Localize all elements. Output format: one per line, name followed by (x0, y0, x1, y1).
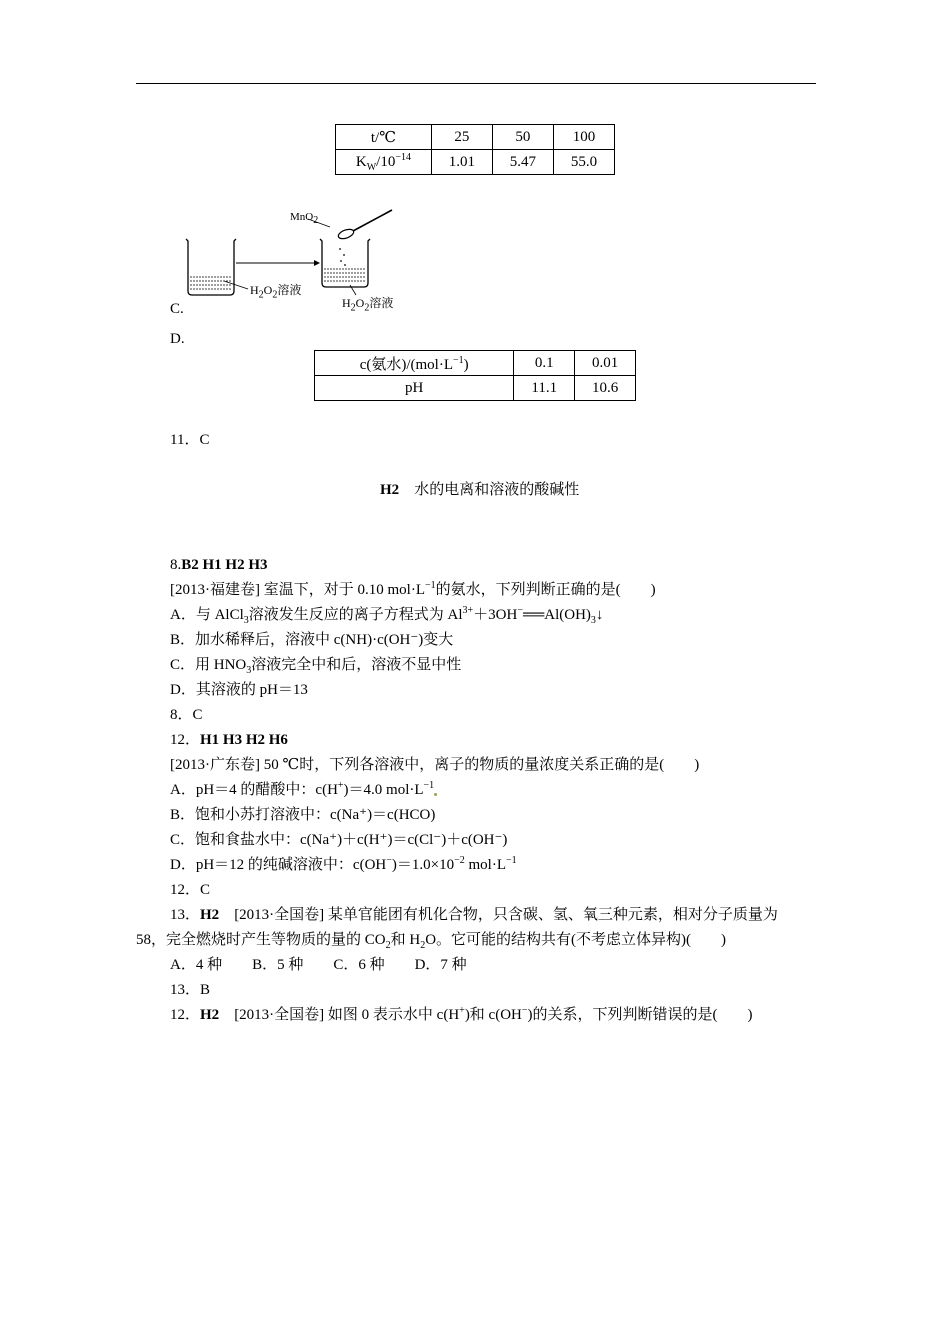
table-cell: 55.0 (553, 150, 614, 175)
q12a-option-c: C．饱和食盐水中：c(Na⁺)＋c(H⁺)＝c(Cl⁻)＋c(OH⁻) (170, 832, 508, 848)
q8-option-c: C．用 $HNO_3$溶液完全中和后，溶液不显中性 (170, 657, 462, 676)
q8-option-d: D．其溶液的 pH＝13 (170, 682, 308, 698)
q12a-stem: [2013·广东卷] 50 ℃时，下列各溶液中，离子的物质的量浓度关系正确的是( ) (170, 757, 700, 773)
table-cell: 0.01 (575, 351, 636, 376)
kw-table (335, 124, 615, 175)
q8-option-a: A．与 AlCl$_3$溶液发生反应的离子方程式为 $Al^{3+}+3OH^-══Al(OH)_3↓$ (170, 605, 604, 626)
table-cell: $K_W/10^{-14}$ (336, 150, 432, 175)
table-cell: 11.1 (514, 376, 575, 401)
q12a-option-b: B．饱和小苏打溶液中：c(Na⁺)＝c(HCO) (170, 807, 436, 823)
table-cell: 100 (553, 125, 614, 150)
option-d-label: D. (170, 331, 185, 347)
table-cell: 1.01 (431, 150, 492, 175)
option-c-label: C. (170, 301, 184, 317)
q13-answer: 13．B (170, 982, 211, 998)
q13-stem-line1: 13．H2 [2013·全国卷] 某单官能团有机化合物，只含碳、氢、氧三种元素，相对分子质量为 (170, 907, 778, 923)
left-beaker-icon (186, 239, 236, 295)
h2o2-label-right: $H_2O_2$溶液 (342, 296, 394, 314)
mark-dot-icon (434, 793, 437, 796)
q12a-answer: 12．C (170, 882, 211, 898)
q12a-option-d: D．pH＝12 的纯碱溶液中：$c(OH^-)=1.0\times 10^{-2}$ $mol\cdot L^{-1}$ (170, 855, 517, 873)
header-rule (136, 83, 816, 84)
q13-options: A．4 种 B．5 种 C．6 种 D．7 种 (170, 957, 467, 973)
q12b-stem: 12．H2 [2013·全国卷] 如图 0 表示水中 c(H+)和 c(OH−)的关系，下列判断错误的是( ) (170, 1005, 753, 1023)
mno2-label: MnO$_2$ (290, 211, 319, 227)
table-cell: t/℃ (336, 125, 432, 150)
spoon-icon (337, 228, 355, 241)
table-cell: 5.47 (492, 150, 553, 175)
q8-stem: [2013·福建卷] 室温下，对于 0.10 $mol\cdot L^{-1}$的氨水，下列判断正确的是( ) (170, 580, 656, 598)
q12a-option-a: A．pH＝4 的醋酸中：c(H+)＝4.0 $mol\cdot L^{-1}$ (170, 780, 437, 800)
table-cell: pH (315, 376, 514, 401)
table-cell: c(氨水)$/(mol\cdot L^{-1})$ (315, 351, 514, 376)
table-row (336, 150, 615, 175)
q12a-head: 12．H1 H3 H2 H6 (170, 732, 288, 748)
q8-head: 8.B2 H1 H2 H3 (170, 557, 268, 573)
table-row (336, 125, 615, 150)
table-cell: 0.1 (514, 351, 575, 376)
h2o2-label-left: $H_2O_2$溶液 (250, 283, 302, 301)
answer-11: 11．C (170, 432, 210, 448)
ammonia-table (314, 350, 636, 401)
table-cell: 10.6 (575, 376, 636, 401)
table-cell: 50 (492, 125, 553, 150)
table-cell: 25 (431, 125, 492, 150)
table-row (315, 351, 636, 376)
q8-answer: 8．C (170, 707, 203, 723)
q8-option-b: B．加水稀释后，溶液中 c(NH)·c(OH⁻)变大 (170, 632, 454, 648)
right-beaker-icon (320, 239, 370, 287)
table-row (315, 376, 636, 401)
section-heading: H2 水的电离和溶液的酸碱性 (380, 482, 580, 498)
q13-stem-line2: 58，完全燃烧时产生等物质的量的 $CO_2$和 $H_2O$。它可能的结构共有(不考虑立体异构)( ) (136, 932, 727, 951)
